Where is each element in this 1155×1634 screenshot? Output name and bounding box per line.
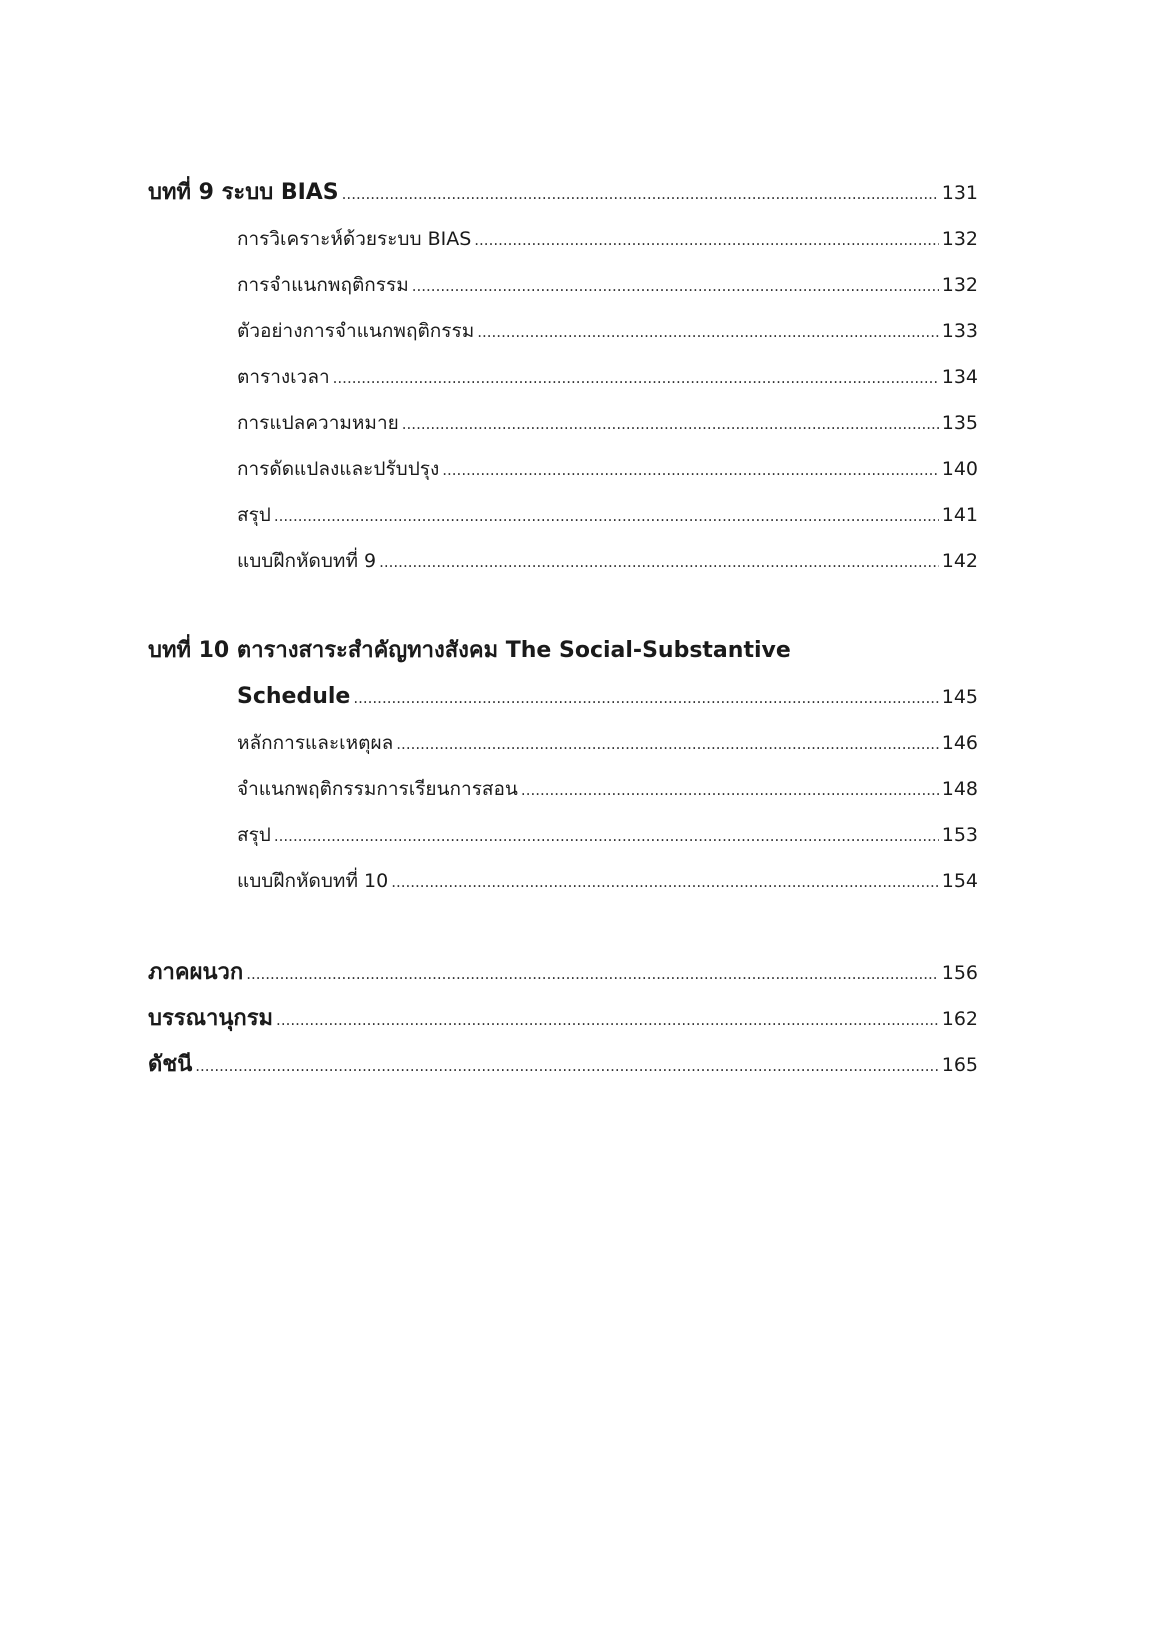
toc-page-number: 145 [941,686,978,708]
toc-page-number: 162 [941,1008,978,1030]
toc-bibliography[interactable] [148,996,978,1042]
toc-item-label: การแปลความหมาย [237,412,399,434]
toc-page-number: 165 [941,1054,978,1076]
table-of-contents [148,170,978,1088]
toc-chapter-10-title[interactable]: บทที่ 10 ตารางสาระสำคัญทางสังคม The Social-Substantive [148,638,791,663]
dot-leader [274,813,939,859]
toc-item[interactable] [148,262,978,308]
toc-item[interactable] [148,216,978,262]
toc-item[interactable] [148,812,978,858]
dot-leader [353,675,938,721]
dot-leader [342,171,939,217]
toc-page-number: 131 [941,182,978,204]
toc-item[interactable] [148,308,978,354]
dot-leader [474,217,938,263]
toc-chapter-title: บรรณานุกรม [148,1006,274,1031]
toc-item-label: ตัวอย่างการจำแนกพฤติกรรม [237,320,475,342]
toc-chapter-title: ดัชนี [148,1052,193,1077]
dot-leader [379,539,939,585]
toc-page-number: 135 [941,412,978,434]
toc-page-number: 140 [941,458,978,480]
toc-index[interactable] [148,1042,978,1088]
toc-item-label: หลักการและเหตุผล [237,732,394,754]
toc-item[interactable] [148,400,978,446]
toc-chapter-title: บทที่ 9 ระบบ BIAS [148,180,339,205]
dot-leader [274,493,939,539]
toc-page-number: 134 [941,366,978,388]
toc-item-label: การวิเคราะห์ด้วยระบบ BIAS [237,228,472,250]
toc-page-number: 154 [941,870,978,892]
toc-page-number: 156 [941,962,978,984]
dot-leader [391,859,939,905]
dot-leader [333,355,939,401]
toc-page-number: 132 [941,274,978,296]
dot-leader [402,401,939,447]
dot-leader [412,263,939,309]
toc-item[interactable] [148,492,978,538]
section-spacer [148,584,978,628]
toc-item-label: สรุป [237,824,271,846]
toc-item[interactable] [148,354,978,400]
toc-item-label: การดัดแปลงและปรับปรุง [237,458,440,480]
toc-item-label: แบบฝึกหัดบทที่ 9 [237,550,377,572]
section-spacer [148,904,978,950]
toc-item-label: สรุป [237,504,271,526]
dot-leader [195,1043,938,1089]
dot-leader [521,767,939,813]
toc-item[interactable] [148,858,978,904]
toc-item[interactable] [148,446,978,492]
toc-chapter-10[interactable] [148,674,978,720]
toc-appendix[interactable] [148,950,978,996]
toc-page-number: 142 [941,550,978,572]
toc-page-number: 141 [941,504,978,526]
toc-page-number: 146 [941,732,978,754]
dot-leader [246,951,939,997]
dot-leader [396,721,938,767]
toc-item[interactable] [148,766,978,812]
toc-page-number: 153 [941,824,978,846]
toc-item-label: การจำแนกพฤติกรรม [237,274,409,296]
toc-chapter-title: ภาคผนวก [148,960,244,985]
dot-leader [477,309,939,355]
dot-leader [276,997,939,1043]
toc-page-number: 133 [941,320,978,342]
toc-item[interactable] [148,538,978,584]
toc-item-label: ตารางเวลา [237,366,330,388]
toc-chapter-title-continued: Schedule [237,684,351,709]
toc-item-label: จำแนกพฤติกรรมการเรียนการสอน [237,778,518,800]
toc-item-label: แบบฝึกหัดบทที่ 10 [237,870,389,892]
toc-page-number: 132 [941,228,978,250]
dot-leader [442,447,938,493]
toc-item[interactable] [148,720,978,766]
toc-page-number: 148 [941,778,978,800]
toc-chapter-9[interactable] [148,170,978,216]
